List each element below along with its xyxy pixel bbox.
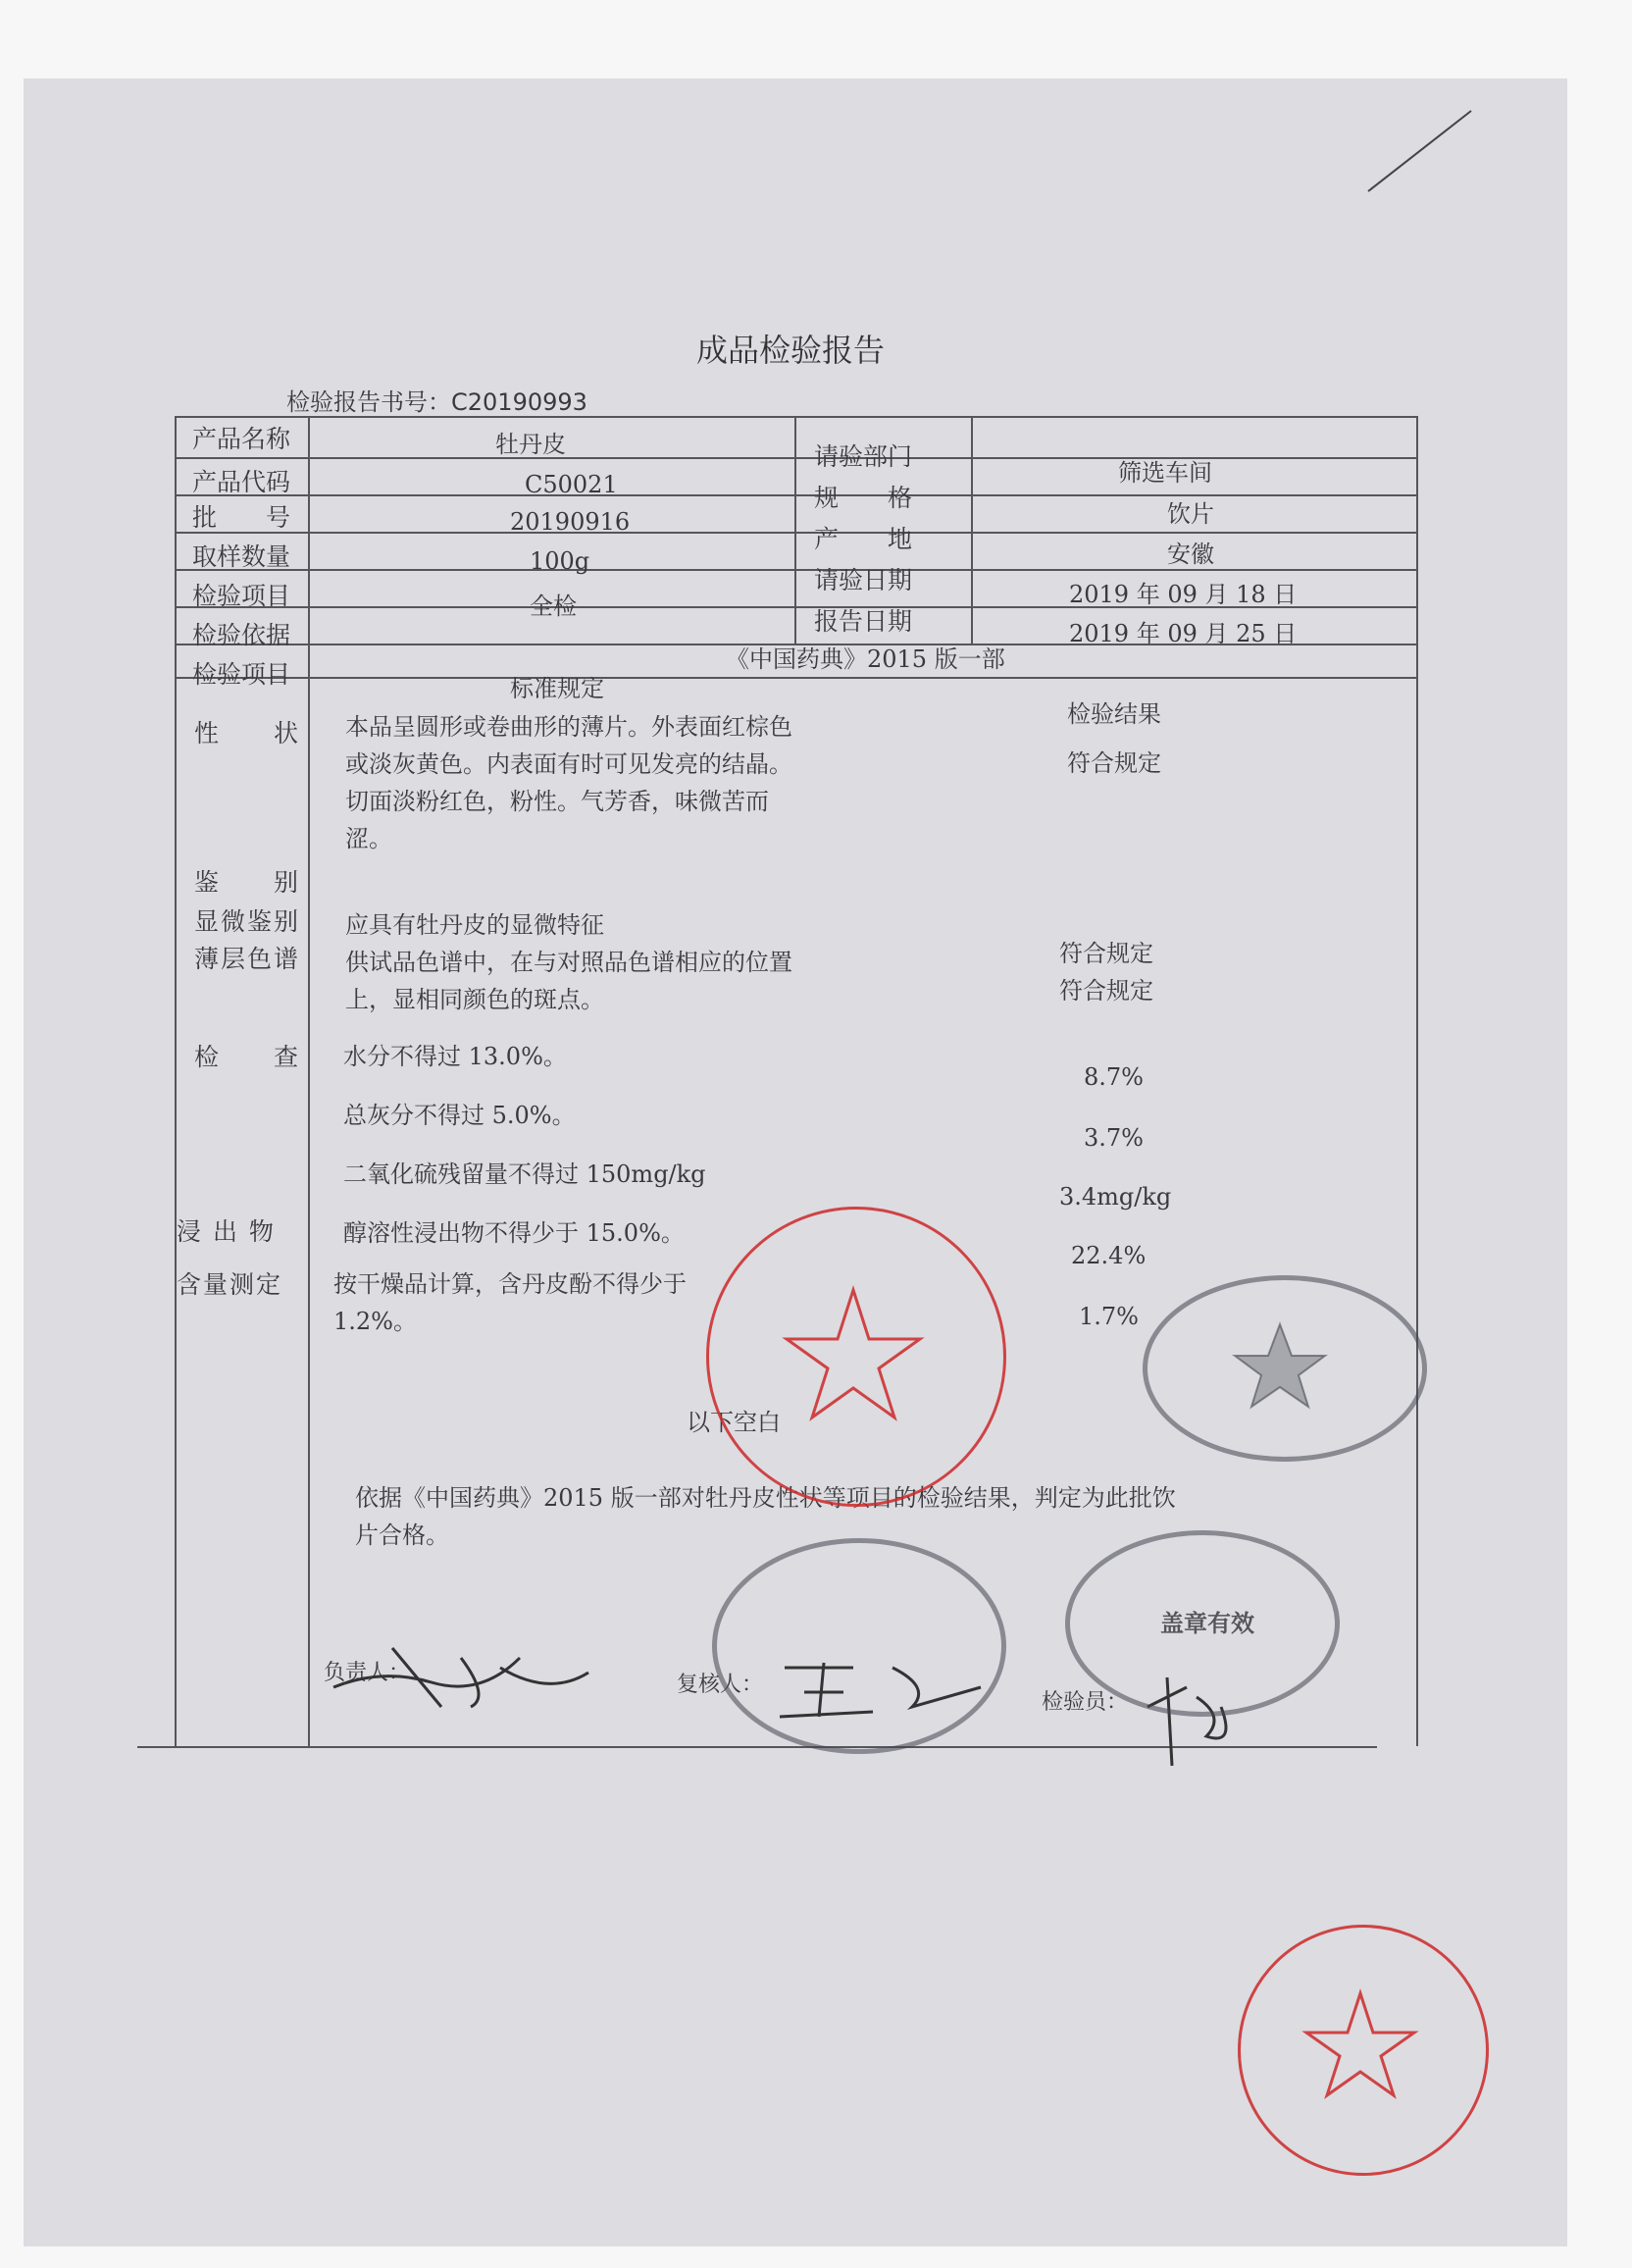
label-batch: 批 号	[192, 503, 291, 532]
text-so2: 二氧化硫残留量不得过 150mg/kg	[343, 1160, 706, 1188]
label-basis: 检验依据	[192, 621, 291, 649]
corner-seal-red	[1238, 1925, 1489, 2176]
value-product-code: C50021	[525, 471, 618, 498]
text-extract: 醇溶性浸出物不得少于 15.0%。	[343, 1219, 685, 1247]
label-department: 请验部门	[814, 442, 913, 471]
result-so2: 3.4mg/kg	[1059, 1183, 1172, 1211]
result-extract: 22.4%	[1071, 1242, 1147, 1269]
value-batch: 20190916	[510, 508, 631, 536]
label-origin: 产 地	[814, 525, 913, 553]
result-ash: 3.7%	[1084, 1124, 1144, 1152]
header-result: 检验结果	[1067, 700, 1161, 728]
value-product-name: 牡丹皮	[495, 431, 566, 458]
signature-responsible	[324, 1628, 598, 1717]
label-spec: 规 格	[814, 484, 913, 512]
result-moisture: 8.7%	[1084, 1063, 1144, 1091]
text-assay: 按干燥品计算，含丹皮酚不得少于 1.2%。	[333, 1270, 687, 1335]
text-ash: 总灰分不得过 5.0%。	[343, 1102, 576, 1129]
result-assay: 1.7%	[1079, 1303, 1139, 1330]
label-check: 检 查	[194, 1043, 301, 1071]
department-seal-grey	[712, 1538, 1006, 1754]
header-item: 检验项目	[192, 660, 291, 689]
value-report-date: 2019 年 09 月 25 日	[1069, 620, 1298, 647]
row-line	[175, 677, 1416, 679]
header-standard: 标准规定	[510, 675, 604, 702]
value-spec: 饮片	[1167, 500, 1214, 528]
pen-mark	[1363, 103, 1481, 201]
label-sample-qty: 取样数量	[192, 542, 291, 571]
end-note: 以下空白	[687, 1409, 781, 1436]
label-extract: 浸 出 物	[177, 1217, 276, 1246]
label-product-name: 产品名称	[192, 425, 291, 453]
label-tlc: 薄层色谱	[194, 945, 301, 973]
text-appearance: 本品呈圆形或卷曲形的薄片。外表面红棕色或淡灰黄色。内表面有时可见发亮的结晶。切面淡粉红色，粉性。气芳香，味微苦而涩。	[345, 713, 792, 852]
label-microscopy: 显微鉴别	[194, 907, 301, 936]
result-microscopy: 符合规定	[1059, 940, 1153, 967]
label-product-code: 产品代码	[192, 468, 291, 496]
table-border-left	[175, 416, 177, 1746]
company-seal-red	[706, 1207, 1006, 1507]
label-assay: 含量测定	[177, 1270, 283, 1299]
value-sample-qty: 100g	[530, 547, 590, 575]
text-tlc: 供试品色谱中，在与对照品色谱相应的位置上，显相同颜色的斑点。	[345, 949, 792, 1013]
label-request-date: 请验日期	[814, 566, 913, 594]
column-line	[308, 416, 310, 1746]
result-tlc: 符合规定	[1059, 977, 1153, 1005]
label-appearance: 性 状	[194, 719, 301, 747]
label-inspector: 检验员：	[1042, 1690, 1129, 1715]
result-appearance: 符合规定	[1067, 749, 1161, 777]
company-seal-grey	[1143, 1275, 1427, 1462]
text-microscopy: 应具有牡丹皮的显微特征	[345, 911, 604, 939]
label-identification: 鉴 别	[194, 868, 301, 897]
report-title: 成品检验报告	[696, 332, 886, 369]
table-border-right	[1416, 416, 1418, 1746]
document-sheet	[24, 78, 1567, 2246]
label-report-date: 报告日期	[814, 607, 913, 636]
inspection-seal-grey	[1065, 1530, 1340, 1717]
label-responsible: 负责人：	[324, 1661, 411, 1685]
conclusion-text: 依据《中国药典》2015 版一部对牡丹皮性状等项目的检验结果，判定为此批饮片合格。	[355, 1484, 1176, 1549]
label-test-items: 检验项目	[192, 582, 291, 610]
report-number: 检验报告书号：C20190993	[286, 388, 587, 416]
seal-valid-note: 盖章有效	[1160, 1609, 1254, 1637]
label-reviewer: 复核人：	[677, 1673, 764, 1697]
value-request-date: 2019 年 09 月 18 日	[1069, 581, 1298, 608]
column-line	[971, 416, 973, 644]
value-origin: 安徽	[1167, 541, 1214, 568]
column-line	[794, 416, 796, 644]
value-department: 筛选车间	[1118, 459, 1212, 487]
text-moisture: 水分不得过 13.0%。	[343, 1043, 567, 1070]
value-basis: 《中国药典》2015 版一部	[726, 645, 1005, 673]
value-test-items: 全检	[530, 593, 577, 620]
